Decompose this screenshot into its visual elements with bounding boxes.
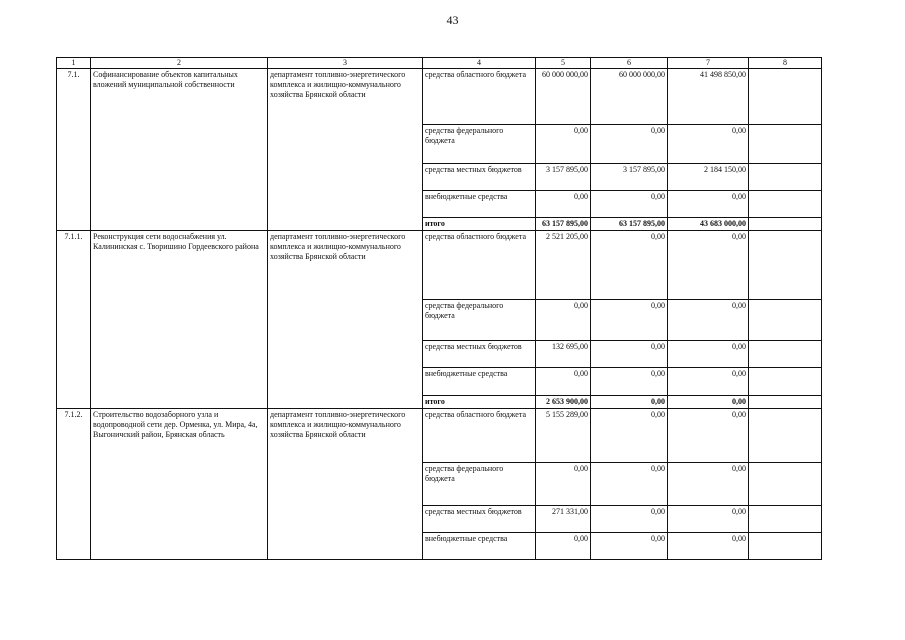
budget-table [56, 57, 822, 560]
empty-col8 [749, 191, 822, 218]
event-name: Реконструкция сети водоснабжения ул. Калининская с. Творишино Гордеевского района [91, 231, 268, 409]
funding-source: средства местных бюджетов [423, 506, 536, 533]
amount-col6: 0,00 [591, 409, 668, 463]
column-number: 3 [268, 58, 423, 69]
empty-col8 [749, 409, 822, 463]
amount-col6: 0,00 [591, 125, 668, 164]
funding-source: внебюджетные средства [423, 191, 536, 218]
funding-source: внебюджетные средства [423, 533, 536, 560]
amount-col5: 0,00 [536, 463, 591, 506]
amount-col5: 63 157 895,00 [536, 218, 591, 231]
amount-col5: 60 000 000,00 [536, 69, 591, 125]
amount-col6: 0,00 [591, 368, 668, 396]
funding-source: итого [423, 396, 536, 409]
responsible-department: департамент топливно-энергетического комплекса и жилищно-коммунального хозяйства Брянской области [268, 69, 423, 231]
column-number-row [57, 58, 822, 69]
funding-source: средства областного бюджета [423, 409, 536, 463]
amount-col6: 0,00 [591, 463, 668, 506]
amount-col7: 0,00 [668, 533, 749, 560]
amount-col7: 0,00 [668, 341, 749, 368]
amount-col7: 2 184 150,00 [668, 164, 749, 191]
amount-col7: 0,00 [668, 506, 749, 533]
amount-col6: 0,00 [591, 506, 668, 533]
funding-source: средства областного бюджета [423, 69, 536, 125]
amount-col5: 0,00 [536, 368, 591, 396]
amount-col7: 43 683 000,00 [668, 218, 749, 231]
amount-col6: 0,00 [591, 300, 668, 341]
amount-col7: 0,00 [668, 463, 749, 506]
amount-col5: 0,00 [536, 300, 591, 341]
amount-col5: 5 155 289,00 [536, 409, 591, 463]
empty-col8 [749, 231, 822, 300]
amount-col6: 60 000 000,00 [591, 69, 668, 125]
funding-source: итого [423, 218, 536, 231]
amount-col6: 0,00 [591, 533, 668, 560]
empty-col8 [749, 341, 822, 368]
amount-col7: 0,00 [668, 409, 749, 463]
empty-col8 [749, 368, 822, 396]
column-number: 4 [423, 58, 536, 69]
column-number: 1 [57, 58, 91, 69]
column-number: 8 [749, 58, 822, 69]
table-row [57, 69, 822, 125]
funding-source: средства областного бюджета [423, 231, 536, 300]
amount-col6: 0,00 [591, 231, 668, 300]
event-name: Строительство водозаборного узла и водопроводной сети дер. Орменка, ул. Мира, 4а, Выгоничский район, Брянская область [91, 409, 268, 560]
amount-col5: 132 695,00 [536, 341, 591, 368]
column-number: 6 [591, 58, 668, 69]
event-name: Софинансирование объектов капитальных вложений муниципальной собственности [91, 69, 268, 231]
amount-col5: 3 157 895,00 [536, 164, 591, 191]
amount-col7: 0,00 [668, 191, 749, 218]
row-code: 7.1.1. [57, 231, 91, 409]
column-number: 2 [91, 58, 268, 69]
column-number: 7 [668, 58, 749, 69]
amount-col5: 0,00 [536, 191, 591, 218]
empty-col8 [749, 69, 822, 125]
amount-col7: 0,00 [668, 300, 749, 341]
amount-col6: 3 157 895,00 [591, 164, 668, 191]
funding-source: средства федерального бюджета [423, 125, 536, 164]
amount-col5: 2 521 205,00 [536, 231, 591, 300]
amount-col7: 0,00 [668, 125, 749, 164]
responsible-department: департамент топливно-энергетического комплекса и жилищно-коммунального хозяйства Брянской области [268, 231, 423, 409]
empty-col8 [749, 300, 822, 341]
empty-col8 [749, 125, 822, 164]
amount-col6: 63 157 895,00 [591, 218, 668, 231]
amount-col5: 271 331,00 [536, 506, 591, 533]
column-number: 5 [536, 58, 591, 69]
empty-col8 [749, 396, 822, 409]
funding-source: средства местных бюджетов [423, 164, 536, 191]
amount-col5: 2 653 900,00 [536, 396, 591, 409]
amount-col6: 0,00 [591, 396, 668, 409]
empty-col8 [749, 463, 822, 506]
empty-col8 [749, 218, 822, 231]
funding-source: средства федерального бюджета [423, 300, 536, 341]
amount-col5: 0,00 [536, 125, 591, 164]
responsible-department: департамент топливно-энергетического комплекса и жилищно-коммунального хозяйства Брянской области [268, 409, 423, 560]
row-code: 7.1. [57, 69, 91, 231]
amount-col7: 0,00 [668, 231, 749, 300]
empty-col8 [749, 533, 822, 560]
amount-col7: 0,00 [668, 396, 749, 409]
funding-source: средства местных бюджетов [423, 341, 536, 368]
table-row [57, 231, 822, 300]
amount-col6: 0,00 [591, 341, 668, 368]
amount-col7: 41 498 850,00 [668, 69, 749, 125]
empty-col8 [749, 506, 822, 533]
empty-col8 [749, 164, 822, 191]
amount-col7: 0,00 [668, 368, 749, 396]
page-number: 43 [446, 13, 459, 27]
row-code: 7.1.2. [57, 409, 91, 560]
funding-source: средства федерального бюджета [423, 463, 536, 506]
funding-source: внебюджетные средства [423, 368, 536, 396]
table-row [57, 409, 822, 463]
amount-col5: 0,00 [536, 533, 591, 560]
amount-col6: 0,00 [591, 191, 668, 218]
